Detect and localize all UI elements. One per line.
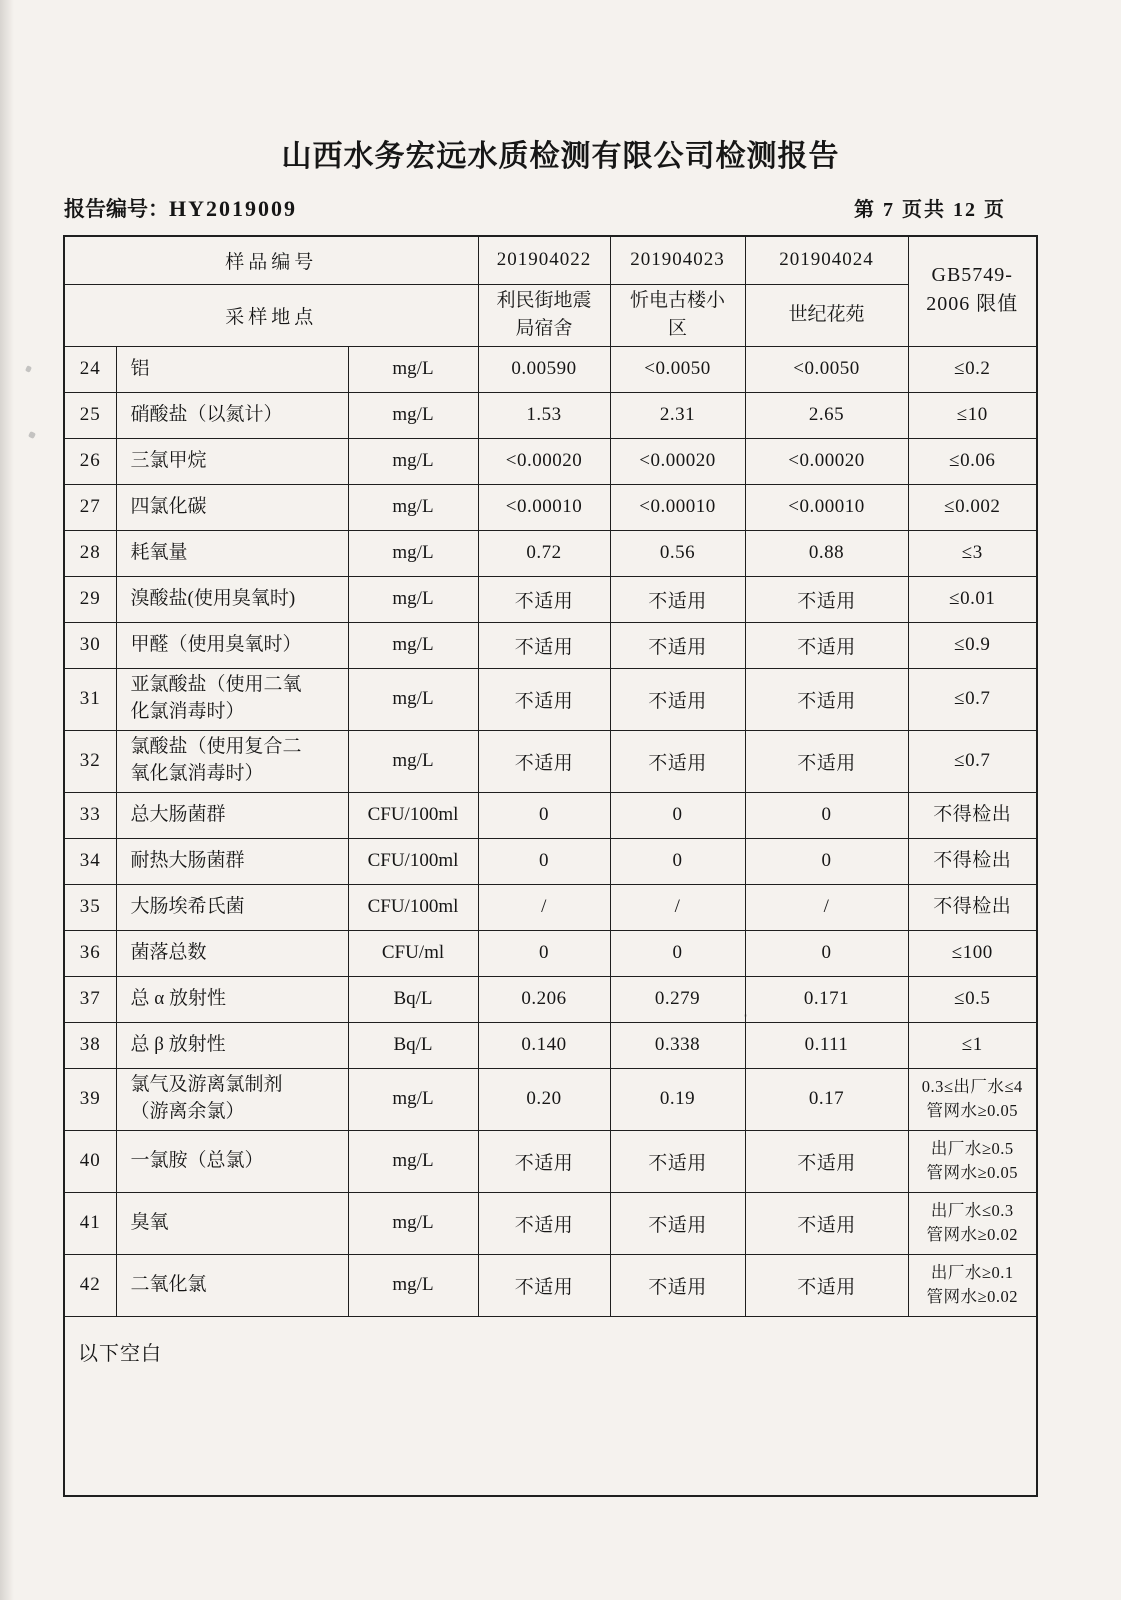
sample-1-value: 1.53 (478, 392, 610, 438)
sample-1-value: 0.00590 (478, 346, 610, 392)
limit-line: 管网水≥0.05 (926, 1163, 1018, 1182)
sample-2-value: <0.0050 (610, 346, 745, 392)
parameter-name: 二氧化氯 (116, 1254, 348, 1316)
sample-2-value: 0 (610, 838, 745, 884)
sample-3-value: <0.0050 (745, 346, 908, 392)
standard-limit-label: 2006 限值 (926, 293, 1019, 316)
sample-3-value: 不适用 (745, 622, 908, 668)
parameter-unit: mg/L (348, 1068, 478, 1130)
limit-line: ≤0.01 (949, 588, 996, 610)
limit-line: 出厂水≤0.3 (930, 1201, 1014, 1221)
sample-id-2: 201904023 (610, 236, 745, 284)
row-number: 42 (64, 1254, 116, 1316)
standard-code: GB5749- (931, 264, 1013, 287)
table-row (64, 1192, 1037, 1254)
limit-line: 不得检出 (933, 896, 1012, 918)
sample-3-value: 不适用 (745, 1254, 908, 1316)
sample-3-value: 0 (745, 838, 908, 884)
limit-line: ≤0.7 (954, 688, 991, 710)
row-number: 38 (64, 1022, 116, 1068)
limit-value (908, 484, 1037, 530)
parameter-unit: Bq/L (348, 1022, 478, 1068)
sample-id-header-label: 样品编号 (64, 236, 478, 284)
row-number: 28 (64, 530, 116, 576)
table-row (64, 668, 1037, 730)
sample-1-value: 不适用 (478, 730, 610, 792)
sample-3-value: 0.17 (745, 1068, 908, 1130)
sample-2-value: 不适用 (610, 1130, 745, 1192)
row-number: 33 (64, 792, 116, 838)
limit-value (908, 976, 1037, 1022)
limit-value (908, 1254, 1037, 1316)
limit-line: 0.3≤出厂水≤4 (921, 1077, 1023, 1097)
parameter-unit: mg/L (348, 346, 478, 392)
parameter-name: 氯气及游离氯制剂（游离余氯） (116, 1068, 348, 1130)
parameter-unit: mg/L (348, 1130, 478, 1192)
report-number-label: 报告编号： (64, 198, 169, 221)
table-row (64, 622, 1037, 668)
limit-value (908, 792, 1037, 838)
parameter-name: 溴酸盐(使用臭氧时) (116, 576, 348, 622)
limit-line: ≤0.7 (954, 750, 991, 772)
parameter-unit: CFU/100ml (348, 792, 478, 838)
table-row (64, 792, 1037, 838)
table-header-locations (64, 284, 1037, 346)
report-meta-row (64, 193, 1006, 223)
sample-1-value: <0.00010 (478, 484, 610, 530)
parameter-unit: Bq/L (348, 976, 478, 1022)
table-row (64, 838, 1037, 884)
scan-speck (28, 431, 36, 439)
parameter-unit: mg/L (348, 530, 478, 576)
location-1: 利民街地震局宿舍 (478, 284, 610, 346)
table-row (64, 976, 1037, 1022)
blank-note: 以下空白 (78, 1342, 162, 1365)
limit-line: ≤10 (956, 404, 988, 426)
sample-2-value: 不适用 (610, 730, 745, 792)
limit-value (908, 884, 1037, 930)
sample-1-value: 0.140 (478, 1022, 610, 1068)
standard-limit-header-cell (908, 236, 1037, 346)
parameter-name: 四氯化碳 (116, 484, 348, 530)
sample-2-value: 不适用 (610, 1192, 745, 1254)
report-number-value: HY2019009 (169, 196, 297, 221)
report-title: 山西水务宏远水质检测有限公司检测报告 (281, 140, 840, 173)
sample-3-value: 0.88 (745, 530, 908, 576)
parameter-name: 氯酸盐（使用复合二氧化氯消毒时） (116, 730, 348, 792)
table-row (64, 884, 1037, 930)
sample-1-value: 0.72 (478, 530, 610, 576)
parameter-name: 耗氧量 (116, 530, 348, 576)
sample-2-value: <0.00020 (610, 438, 745, 484)
page-edge-shadow (0, 0, 14, 1600)
row-number: 31 (64, 668, 116, 730)
limit-line: ≤100 (951, 942, 993, 964)
sample-1-value: 0.20 (478, 1068, 610, 1130)
limit-line: ≤0.5 (954, 988, 991, 1010)
sample-3-value: 0 (745, 930, 908, 976)
location-2: 忻电古楼小区 (610, 284, 745, 346)
sample-2-value: 不适用 (610, 576, 745, 622)
limit-value (908, 622, 1037, 668)
row-number: 40 (64, 1130, 116, 1192)
row-number: 30 (64, 622, 116, 668)
sample-1-value: 0 (478, 930, 610, 976)
sample-3-value: 不适用 (745, 576, 908, 622)
limit-value (908, 838, 1037, 884)
sample-1-value: 不适用 (478, 1254, 610, 1316)
sample-id-1: 201904022 (478, 236, 610, 284)
sample-3-value: 不适用 (745, 668, 908, 730)
sample-2-value: 不适用 (610, 622, 745, 668)
parameter-unit: mg/L (348, 438, 478, 484)
table-row (64, 484, 1037, 530)
parameter-unit: mg/L (348, 1254, 478, 1316)
sample-1-value: 不适用 (478, 1192, 610, 1254)
row-number: 24 (64, 346, 116, 392)
sample-2-value: 0.19 (610, 1068, 745, 1130)
parameter-name: 甲醛（使用臭氧时） (116, 622, 348, 668)
limit-line: 出厂水≥0.1 (930, 1263, 1014, 1283)
parameter-name: 大肠埃希氏菌 (116, 884, 348, 930)
limit-value (908, 346, 1037, 392)
parameter-unit: mg/L (348, 668, 478, 730)
table-row (64, 576, 1037, 622)
limit-value (908, 1192, 1037, 1254)
limit-line: ≤0.002 (944, 496, 1001, 518)
table-row (64, 346, 1037, 392)
limit-line: 不得检出 (933, 850, 1012, 872)
sample-1-value: 0 (478, 838, 610, 884)
location-header-label: 采样地点 (64, 284, 478, 346)
limit-value (908, 1068, 1037, 1130)
limit-line: 管网水≥0.05 (926, 1101, 1018, 1120)
table-row (64, 530, 1037, 576)
sample-2-value: 2.31 (610, 392, 745, 438)
parameter-name: 铝 (116, 346, 348, 392)
limit-line: 管网水≥0.02 (926, 1287, 1018, 1306)
parameter-name: 一氯胺（总氯） (116, 1130, 348, 1192)
row-number: 37 (64, 976, 116, 1022)
row-number: 29 (64, 576, 116, 622)
sample-3-value: <0.00020 (745, 438, 908, 484)
blank-footer-row (64, 1316, 1037, 1496)
limit-value (908, 1022, 1037, 1068)
sample-3-value: 不适用 (745, 730, 908, 792)
row-number: 32 (64, 730, 116, 792)
standard-limit-header-lines (909, 264, 1037, 316)
parameter-unit: mg/L (348, 622, 478, 668)
limit-line: ≤0.06 (949, 450, 996, 472)
sample-2-value: 0.338 (610, 1022, 745, 1068)
table-row (64, 1068, 1037, 1130)
sample-3-value: 不适用 (745, 1130, 908, 1192)
limit-line: ≤1 (961, 1034, 983, 1056)
parameter-unit: mg/L (348, 576, 478, 622)
sample-1-value: 0 (478, 792, 610, 838)
sample-2-value: / (610, 884, 745, 930)
report-number (64, 193, 297, 223)
sample-1-value: 不适用 (478, 622, 610, 668)
page-indicator: 第 7 页共 12 页 (854, 199, 1006, 221)
limit-value (908, 1130, 1037, 1192)
parameter-name: 菌落总数 (116, 930, 348, 976)
sample-id-3: 201904024 (745, 236, 908, 284)
table-row (64, 930, 1037, 976)
test-results-table (63, 235, 1038, 1497)
sample-1-value: / (478, 884, 610, 930)
sample-2-value: 0.56 (610, 530, 745, 576)
limit-value (908, 392, 1037, 438)
table-row (64, 1130, 1037, 1192)
scan-speck (25, 365, 32, 373)
sample-3-value: 不适用 (745, 1192, 908, 1254)
sample-3-value: 2.65 (745, 392, 908, 438)
limit-value (908, 530, 1037, 576)
parameter-name: 耐热大肠菌群 (116, 838, 348, 884)
limit-line: ≤0.9 (954, 634, 991, 656)
limit-line: 管网水≥0.02 (926, 1225, 1018, 1244)
row-number: 34 (64, 838, 116, 884)
limit-value (908, 438, 1037, 484)
parameter-unit: mg/L (348, 392, 478, 438)
sample-1-value: 不适用 (478, 1130, 610, 1192)
row-number: 25 (64, 392, 116, 438)
limit-line: 不得检出 (933, 804, 1012, 826)
table-row (64, 1022, 1037, 1068)
parameter-unit: mg/L (348, 1192, 478, 1254)
sample-3-value: <0.00010 (745, 484, 908, 530)
parameter-name: 亚氯酸盐（使用二氧化氯消毒时） (116, 668, 348, 730)
table-row (64, 730, 1037, 792)
table-row (64, 392, 1037, 438)
limit-value (908, 730, 1037, 792)
parameter-unit: mg/L (348, 484, 478, 530)
row-number: 27 (64, 484, 116, 530)
sample-1-value: 不适用 (478, 668, 610, 730)
parameter-unit: CFU/100ml (348, 838, 478, 884)
limit-line: ≤0.2 (954, 358, 991, 380)
sample-3-value: / (745, 884, 908, 930)
sample-2-value: 不适用 (610, 668, 745, 730)
table-row (64, 1254, 1037, 1316)
parameter-unit: CFU/100ml (348, 884, 478, 930)
parameter-name: 硝酸盐（以氮计） (116, 392, 348, 438)
sample-2-value: 0 (610, 792, 745, 838)
row-number: 35 (64, 884, 116, 930)
sample-1-value: 不适用 (478, 576, 610, 622)
limit-value (908, 930, 1037, 976)
limit-line: 出厂水≥0.5 (930, 1139, 1014, 1159)
sample-2-value: 不适用 (610, 1254, 745, 1316)
parameter-name: 总 α 放射性 (116, 976, 348, 1022)
sample-1-value: <0.00020 (478, 438, 610, 484)
limit-line: ≤3 (961, 542, 983, 564)
parameter-name: 总大肠菌群 (116, 792, 348, 838)
parameter-unit: mg/L (348, 730, 478, 792)
sample-2-value: <0.00010 (610, 484, 745, 530)
blank-note-cell (64, 1316, 1037, 1496)
sample-2-value: 0 (610, 930, 745, 976)
limit-value (908, 668, 1037, 730)
row-number: 41 (64, 1192, 116, 1254)
limit-value (908, 576, 1037, 622)
parameter-unit: CFU/ml (348, 930, 478, 976)
table-row (64, 438, 1037, 484)
row-number: 39 (64, 1068, 116, 1130)
row-number: 36 (64, 930, 116, 976)
sample-3-value: 0.171 (745, 976, 908, 1022)
parameter-name: 臭氧 (116, 1192, 348, 1254)
sample-2-value: 0.279 (610, 976, 745, 1022)
sample-3-value: 0 (745, 792, 908, 838)
table-header-sample-ids (64, 236, 1037, 284)
parameter-name: 三氯甲烷 (116, 438, 348, 484)
sample-3-value: 0.111 (745, 1022, 908, 1068)
sample-1-value: 0.206 (478, 976, 610, 1022)
row-number: 26 (64, 438, 116, 484)
parameter-name: 总 β 放射性 (116, 1022, 348, 1068)
location-3: 世纪花苑 (745, 284, 908, 346)
